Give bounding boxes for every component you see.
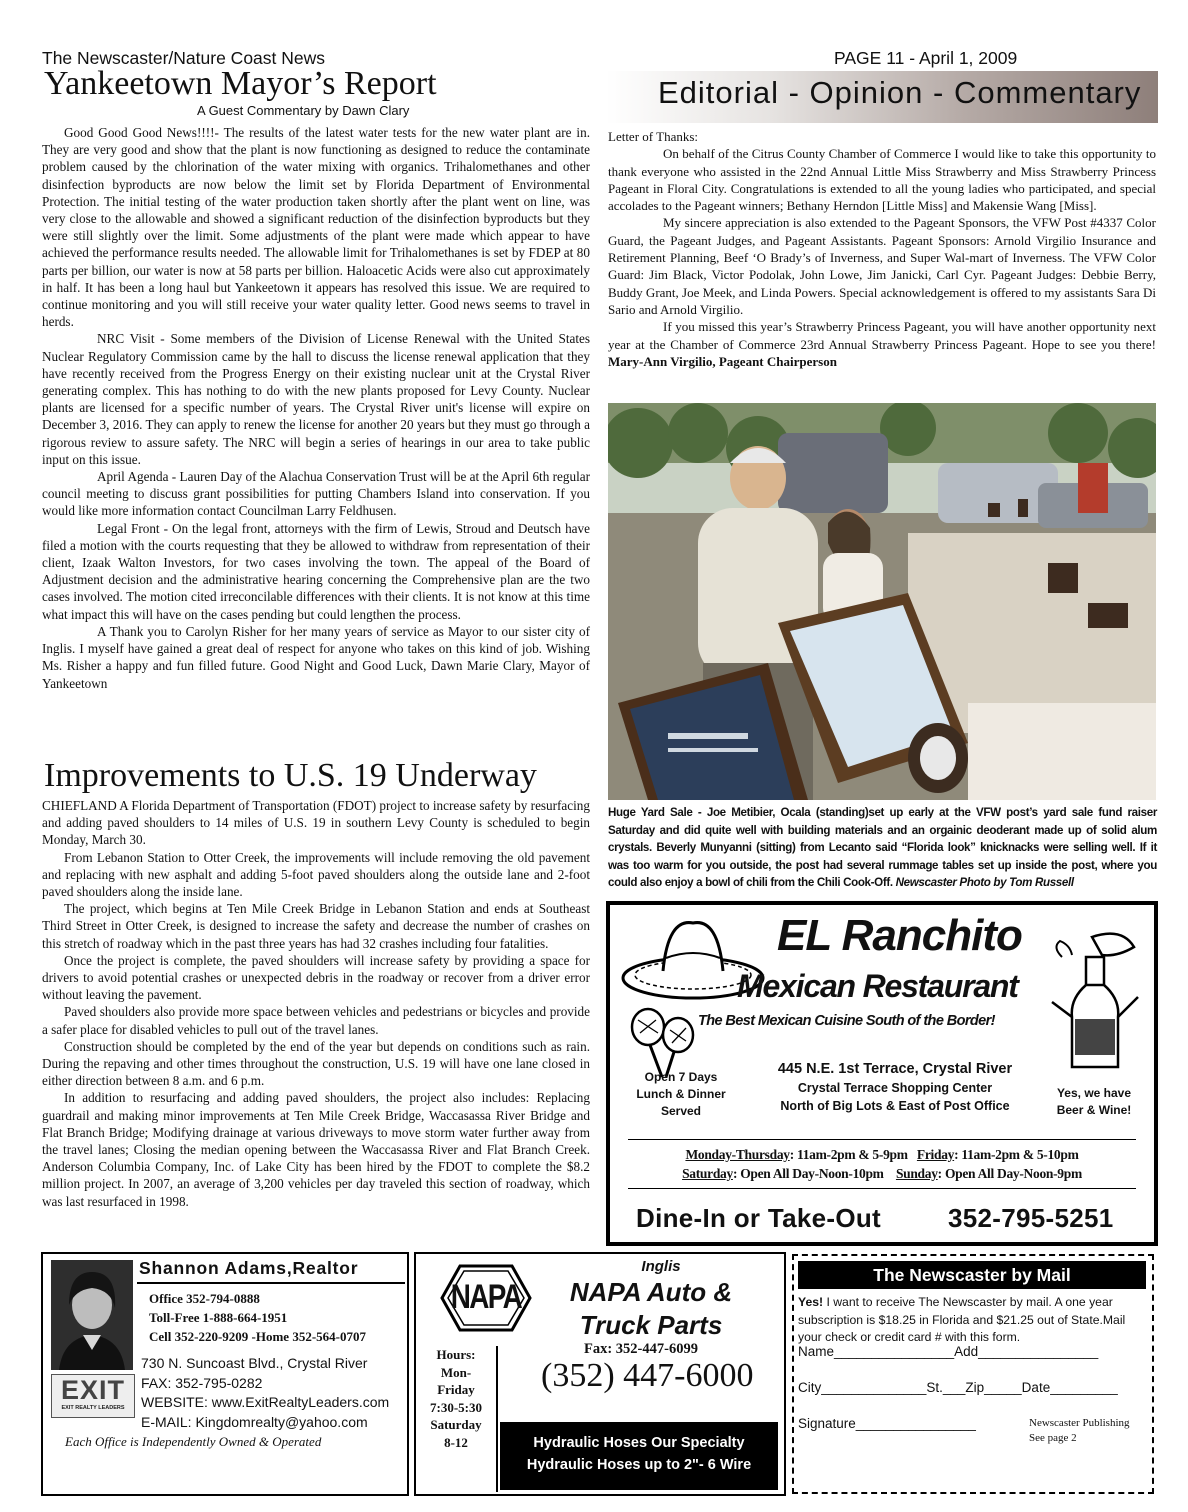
- editorial-body: [608, 128, 1156, 370]
- ranchito-beer-wine: [1044, 1085, 1144, 1119]
- us19-paragraph: In addition to resurfacing and adding paved shoulders, the project also includes: Replacing guardrail and making minor improvements at Ten Mile Creek Bridge, Waccasassa River Bridge and Flat Branch Bridge; Modifying drainage at various driveways to move storm water further away from the travel lanes; Closing the median opening between the Waccasassa River and Flat Branch Creek. Anderson Columbia Company, Inc. of Lake City has been hired by the FDOT to complete the $8.2 million project. In 2007, an average of 3,200 vehicles per day traveled this section of roadway, which was last resurfaced in 1998.: [42, 1090, 590, 1209]
- exit-logo: [51, 1374, 135, 1418]
- napa-hours-divider: [496, 1346, 498, 1492]
- el-ranchito-ad: [606, 901, 1158, 1246]
- photo-caption-lead: Huge Yard Sale -: [608, 806, 707, 819]
- ranchito-open-line: Lunch & Dinner: [636, 1087, 726, 1101]
- ranchito-hours-label: Sunday: [895, 1166, 938, 1181]
- us19-paragraph: CHIEFLAND A Florida Department of Transportation (FDOT) project to increase safety by resurfacing and adding paved shoulders to 14 miles of U.S. 19 in southern Levy County is scheduled to begin Monday, March 30.: [42, 798, 590, 848]
- us19-paragraph: Paved shoulders also provide more space between vehicles and pedestrians or bicycles and provide a safer place for disabled vehicles to pull out of the travel lanes.: [42, 1004, 590, 1037]
- napa-banner-line: Hydraulic Hoses up to 2"- 6 Wire: [526, 1457, 752, 1473]
- mailform-intro: [798, 1294, 1148, 1347]
- us19-paragraph: Construction should be completed by the end of the year but depends on conditions such as rain. During the repaving and other times throughout the construction, U.S. 19 will have one lane closed in either direction between 8 a.m. and 6 p.m.: [42, 1038, 590, 1089]
- napa-hours-line: Hours:: [436, 1347, 476, 1362]
- ranchito-hours: [628, 1145, 1136, 1183]
- realtor-cell: Cell 352-220-9209 -Home 352-564-0707: [149, 1329, 366, 1344]
- realtor-name-underline: [137, 1282, 405, 1284]
- ranchito-subtitle: Mexican Restaurant: [737, 968, 1018, 1004]
- mayor-byline: A Guest Commentary by Dawn Clary: [197, 103, 410, 118]
- ranchito-name: EL Ranchito: [777, 911, 1022, 960]
- mailform-pub-line: Newscaster Publishing: [1029, 1417, 1130, 1429]
- ranchito-hours-value: : Open All Day-Noon-9pm: [937, 1166, 1082, 1181]
- ranchito-phone: 352-795-5251: [948, 1203, 1114, 1233]
- napa-hours-line: Mon-: [440, 1364, 472, 1380]
- mailform-header: The Newscaster by Mail: [798, 1261, 1146, 1289]
- realtor-website: WEBSITE: www.ExitRealtyLeaders.com: [141, 1394, 390, 1410]
- napa-hours: [416, 1346, 496, 1451]
- ranchito-tagline: The Best Mexican Cuisine South of the Border!: [698, 1013, 995, 1029]
- mayor-paragraph: April Agenda - Lauren Day of the Alachua Conservation Trust will be at the April 6th regular council meeting to discuss grant possibilities for putting Chambers Island into conservation. If you would like more information contact Councilman Larry Feldhusen.: [42, 469, 590, 519]
- masthead-left: The Newscaster/Nature Coast News: [42, 48, 326, 68]
- ranchito-cta: Dine-In or Take-Out: [636, 1203, 882, 1233]
- mayor-paragraph: NRC Visit - Some members of the Division of License Renewal with the United States Nuclear Regulatory Commission came by the hall to discuss the license renewal application that they have recently received from the Progress Energy on their existing nuclear unit at the Crystal River generating complex. This has nothing to do with the new plants proposed for Levy County. Nuclear plants are licensed for a specific number of years. The Crystal River unit's license will expire on December 3, 2016. They can apply to renew the license for another 20 years but they must go through a rigorous review to assure safety. The NRC will begin a series of hearings in our area to take public input on this issue.: [42, 331, 590, 467]
- ranchito-beer-line: Yes, we have: [1056, 1086, 1132, 1100]
- napa-title-line: Truck Parts: [579, 1310, 723, 1340]
- napa-hours-line: 7:30-5:30: [430, 1399, 482, 1415]
- ranchito-hours-label: Saturday: [682, 1166, 733, 1181]
- exit-logo-sub: EXIT REALTY LEADERS: [61, 1405, 125, 1411]
- us19-body: [42, 797, 590, 1210]
- ranchito-address: 445 N.E. 1st Terrace, Crystal River: [777, 1061, 1013, 1077]
- editorial-signature: Mary-Ann Virgilio, Pageant Chairperson: [608, 353, 837, 369]
- napa-fax: Fax: 352-447-6099: [584, 1341, 698, 1357]
- ranchito-hours-value: : 11am-2pm & 5-10pm: [954, 1147, 1079, 1162]
- realtor-phones: [149, 1289, 366, 1346]
- napa-hours-line: 8-12: [444, 1434, 468, 1450]
- mayor-body: [42, 124, 590, 692]
- ranchito-open-line: Open 7 Days: [644, 1070, 718, 1084]
- mayor-paragraph: Legal Front - On the legal front, attorneys with the firm of Lewis, Stroud and Deutsch have filed a motion with the courts requesting that they be allowed to withdraw from representation of their client, Izaak Walton Investors, for two cases involving the town. The appeal of the Board of Adjustment decision and the administrative hearing concerning the Comprehensive plan are the two cases involved. The motion cited irreconcilable differences with their clients. It is not know at this time what impact this will have on the cases pending but could lengthen the process.: [42, 520, 590, 622]
- mailform-intro-text: I want to receive The Newscaster by mail. A one year subscription is $18.25 in Florida and $21.25 out of State.Mail your check or credit card # with this form.: [798, 1295, 1126, 1344]
- beer-bottle-icon: [1042, 927, 1144, 1077]
- napa-town: Inglis: [641, 1258, 681, 1275]
- realtor-ad: [41, 1252, 409, 1496]
- mailform-publisher: [1029, 1416, 1130, 1446]
- mailform-pub-line: See page 2: [1029, 1432, 1077, 1444]
- napa-banner-line: Hydraulic Hoses Our Specialty: [533, 1435, 745, 1451]
- mailform-city-line[interactable]: City______________St.___Zip_____Date_________: [798, 1380, 1118, 1395]
- mayor-paragraph: A Thank you to Carolyn Risher for her many years of service as Mayor to our sister city of Inglis. I myself have gained a great deal of respect for anyone who takes on this kind of job. Wishing Ms. Risher a happy and fun filled future. Good Night and Good Luck, Dawn Marie Clary, Mayor of Yankeetown: [42, 623, 590, 691]
- ranchito-open-line: Served: [660, 1104, 702, 1118]
- editorial-salutation: Letter of Thanks:: [608, 129, 699, 144]
- ranchito-address-block: [750, 1059, 1040, 1115]
- editorial-banner-text: Editorial - Opinion - Commentary: [658, 75, 1142, 110]
- ranchito-center: Crystal Terrace Shopping Center: [797, 1081, 993, 1095]
- yard-sale-photo-illustration: [608, 403, 1156, 800]
- realtor-email: E-MAIL: Kingdomrealty@yahoo.com: [141, 1413, 368, 1430]
- ranchito-hours-value: : 11am-2pm & 5-9pm: [789, 1147, 908, 1162]
- mailform-name-line[interactable]: Name________________Add________________: [798, 1344, 1099, 1359]
- photo-caption-credit: Newscaster Photo by Tom Russell: [895, 876, 1074, 890]
- us19-paragraph: From Lebanon Station to Otter Creek, the improvements will include removing the old pavement and replacing with new asphalt and adding 5-foot paved shoulders along the outside lane and 2-foot paved shoulders along the inside lane.: [42, 849, 590, 900]
- editorial-paragraph: My sincere appreciation is also extended to the Pageant Sponsors, the VFW Post #4337 Color Guard, the Pageant Judges, and Pageant Assistants. Pageant Sponsors: Arnold Virgilio Insurance and Retirement Planning, Beef ‘O Brady’s of Inverness, and Super Wal-mart of Inverness. The VFW Color Guard: Jim Black, Victor Podolak, John Lowe, Jim Janicki, Carl Cyr. Pageant Judges: Debbie Berry, Buddy Grant, Joe Meek, and Linda Powers. Special acknowledgement is offered to my assistants Sara Di Sario and Arnold Virgilio.: [608, 215, 1156, 317]
- napa-title: [546, 1276, 756, 1342]
- editorial-paragraph: On behalf of the Citrus County Chamber of Commerce I would like to take this opportunity to thank everyone who assisted in the 22nd Annual Little Miss Strawberry and Miss Strawberry Princess Pageant in Floral City. Congratulations is extended to all the young ladies who participated, and special accolades to the Pageant winners; Bethany Herndon [Little Miss] and Makensie Wang [Miss].: [608, 146, 1156, 214]
- realtor-name: Shannon Adams,Realtor: [139, 1258, 359, 1278]
- ranchito-open-info: [616, 1069, 746, 1120]
- realtor-fax: FAX: 352-795-0282: [141, 1374, 263, 1391]
- ranchito-directions: North of Big Lots & East of Post Office: [780, 1099, 1010, 1113]
- mayor-paragraph: Good Good Good News!!!!- The results of the latest water tests for the new water plant are in. They are very good and show that the plant is now functioning as designed to reduce the contaminate problem caused by the chlorination of the water mixing with organics. Trihalomethanes and other disinfection byproducts are now below the limit set by Florida Department of Environmental Protection. The initial testing of the water production taken shortly after the plant went on line, was very close to the allowable and showed a significant reduction of the disinfection byproducts but they were still slightly over the limit. Some adjustments of the plant were made which appear to have achieved the performance results needed. The allowable limit for Trihalomethanes is set by FDEP at 80 parts per billion, our water is now at 58 parts per billion. Haloacetic Acids were also cut approximately in half. It has been a long haul but Yankeetown it appears has resolved this issue. We are required to continue monitoring and you will still receive your water quality letter. Good news seems to travel in herds.: [42, 125, 590, 330]
- napa-banner: [500, 1422, 778, 1490]
- realtor-contact: [141, 1354, 389, 1432]
- exit-logo-text: EXIT: [60, 1375, 125, 1405]
- masthead-right: PAGE 11 - April 1, 2009: [834, 48, 1018, 68]
- realtor-tollfree: Toll-Free 1-888-664-1951: [149, 1310, 288, 1325]
- realtor-address: 730 N. Suncoast Blvd., Crystal River: [141, 1355, 368, 1371]
- editorial-banner: [606, 71, 1158, 123]
- realtor-footer: Each Office is Independently Owned & Operated: [65, 1434, 322, 1449]
- napa-ad: [414, 1252, 786, 1496]
- mailform-signature-line[interactable]: Signature________________: [798, 1416, 976, 1431]
- us19-paragraph: Once the project is complete, the paved shoulders will increase safety by providing a space for drivers to avoid potential crashes or unexpected debris in the roadway or recover from a driver error without leaving the pavement.: [42, 952, 590, 1003]
- photo-caption: [608, 804, 1157, 892]
- napa-hours-line: Friday: [437, 1382, 475, 1397]
- us19-paragraph: The project, which begins at Ten Mile Creek Bridge in Lebanon Station and ends at Southeast Third Street in Otter Creek, is designed to increase the safety and decrease the number of crashes on this stretch of roadway which in the past three years has had 32 crashes including four fatalities.: [42, 901, 590, 951]
- yard-sale-photo: [608, 403, 1156, 800]
- napa-phone: (352) 447-6000: [541, 1357, 754, 1394]
- mayor-headline: Yankeetown Mayor’s Report: [44, 65, 437, 102]
- napa-title-line: NAPA Auto &: [569, 1277, 733, 1307]
- napa-logo-text: NAPA: [450, 1278, 522, 1316]
- ranchito-hours-value: : Open All Day-Noon-10pm: [732, 1166, 884, 1181]
- photo-caption-body: Joe Metibier, Ocala (standing)set up early at the VFW post’s yard sale fund raiser Saturday and did quite well with building materials and an orgainic deoderant made up of solid alum crystals. Beverly Munyanni (sitting) from Lecanto said “Florida look” knicknacks were selling well. If it was too warm for you outside, the post had several rummage tables set up inside the post, where you could also enjoy a bowl of chili from the Chili Cook-Off.: [608, 806, 1157, 890]
- us19-headline: Improvements to U.S. 19 Underway: [44, 757, 537, 794]
- realtor-photo: [51, 1260, 133, 1370]
- mail-subscription-form: [792, 1254, 1154, 1494]
- ranchito-beer-line: Beer & Wine!: [1056, 1103, 1132, 1117]
- napa-hours-line: Saturday: [430, 1417, 482, 1432]
- mailform-intro-bold: Yes!: [798, 1295, 824, 1309]
- realtor-office: Office 352-794-0888: [149, 1291, 260, 1306]
- ranchito-hours-label: Friday: [916, 1147, 955, 1162]
- napa-logo: [440, 1264, 532, 1332]
- editorial-paragraph: If you missed this year’s Strawberry Princess Pageant, you will have another opportunity next year at the Chamber of Commerce 23rd Annual Strawberry Princess Pageant. Hope to see you there!: [608, 319, 1156, 352]
- ranchito-hours-label: Monday-Thursday: [685, 1147, 790, 1162]
- realtor-portrait: [51, 1260, 133, 1370]
